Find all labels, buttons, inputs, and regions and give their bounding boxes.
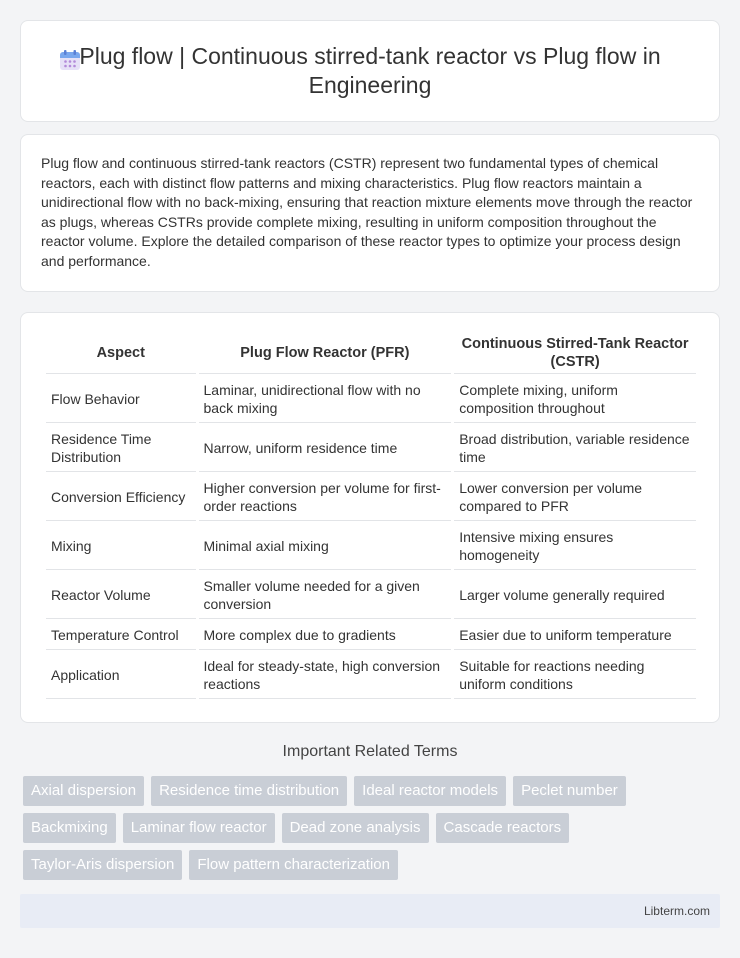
cell-pfr: Laminar, unidirectional flow with no back mixing: [199, 376, 452, 423]
table-header-row: [46, 332, 696, 374]
cell-cstr: Intensive mixing ensures homogeneity: [454, 523, 696, 570]
cell-pfr: Ideal for steady-state, high conversion reactions: [199, 652, 452, 699]
cell-aspect: Residence Time Distribution: [46, 425, 196, 472]
related-terms-list: [23, 776, 723, 887]
cell-cstr: Easier due to uniform temperature: [454, 621, 696, 650]
header-aspect: Aspect: [46, 332, 196, 374]
cell-cstr: Suitable for reactions needing uniform conditions: [454, 652, 696, 699]
cell-cstr: Larger volume generally required: [454, 572, 696, 619]
cell-aspect: Temperature Control: [46, 621, 196, 650]
cell-aspect: Mixing: [46, 523, 196, 570]
cell-pfr: Higher conversion per volume for first-order reactions: [199, 474, 452, 521]
cell-aspect: Flow Behavior: [46, 376, 196, 423]
related-terms-title: Important Related Terms: [282, 743, 458, 760]
table-row: [46, 474, 696, 521]
cell-cstr: Lower conversion per volume compared to PFR: [454, 474, 696, 521]
footer-brand-link[interactable]: Libterm.com: [643, 904, 710, 918]
cell-aspect: Application: [46, 652, 196, 699]
table-row: [46, 652, 696, 699]
tag-laminar-flow-reactor[interactable]: Laminar flow reactor: [123, 813, 275, 843]
tag-row: [23, 813, 723, 843]
table-row: [46, 572, 696, 619]
tag-axial-dispersion[interactable]: Axial dispersion: [23, 776, 144, 806]
cell-pfr: Smaller volume needed for a given conversion: [199, 572, 452, 619]
cell-aspect: Reactor Volume: [46, 572, 196, 619]
tag-backmixing[interactable]: Backmixing: [23, 813, 116, 843]
tag-peclet-number[interactable]: Peclet number: [513, 776, 626, 806]
table-row: [46, 425, 696, 472]
tag-taylor-aris-dispersion[interactable]: Taylor-Aris dispersion: [23, 850, 182, 880]
cell-pfr: Minimal axial mixing: [199, 523, 452, 570]
cell-pfr: Narrow, uniform residence time: [199, 425, 452, 472]
intro-text: Plug flow and continuous stirred-tank reactors (CSTR) represent two fundamental types of chemical reactors, each with distinct flow patterns and mixing characteristics. Plug flow reactors maintain a unidirectional flow with no back-mixing, ensuring that reaction mixture elements move through the reactor as plugs, whereas CSTRs provide complete mixing, resulting in uniform composition throughout the reactor volume. Explore the detailed comparison of these reactor types to optimize your process design and performance.: [41, 155, 693, 269]
cell-aspect: Conversion Efficiency: [46, 474, 196, 521]
tag-residence-time-distribution[interactable]: Residence time distribution: [151, 776, 347, 806]
comparison-table: [43, 330, 699, 701]
header-cstr: Continuous Stirred-Tank Reactor (CSTR): [454, 332, 696, 374]
header-pfr: Plug Flow Reactor (PFR): [199, 332, 452, 374]
intro-card: [20, 134, 720, 292]
header-card: [20, 20, 720, 122]
cell-cstr: Broad distribution, variable residence time: [454, 425, 696, 472]
table-row: [46, 523, 696, 570]
tag-flow-pattern-characterization[interactable]: Flow pattern characterization: [189, 850, 398, 880]
table-row: [46, 376, 696, 423]
tag-row: [23, 850, 723, 880]
comparison-card: [20, 312, 720, 723]
cell-pfr: More complex due to gradients: [199, 621, 452, 650]
tag-dead-zone-analysis[interactable]: Dead zone analysis: [282, 813, 429, 843]
footer: [20, 894, 720, 928]
page-title: Plug flow | Continuous stirred-tank reactor vs Plug flow in Engineering: [79, 43, 661, 98]
tag-cascade-reactors[interactable]: Cascade reactors: [436, 813, 570, 843]
cell-cstr: Complete mixing, uniform composition throughout: [454, 376, 696, 423]
tag-row: [23, 776, 723, 806]
table-row: [46, 621, 696, 650]
tag-ideal-reactor-models[interactable]: Ideal reactor models: [354, 776, 506, 806]
